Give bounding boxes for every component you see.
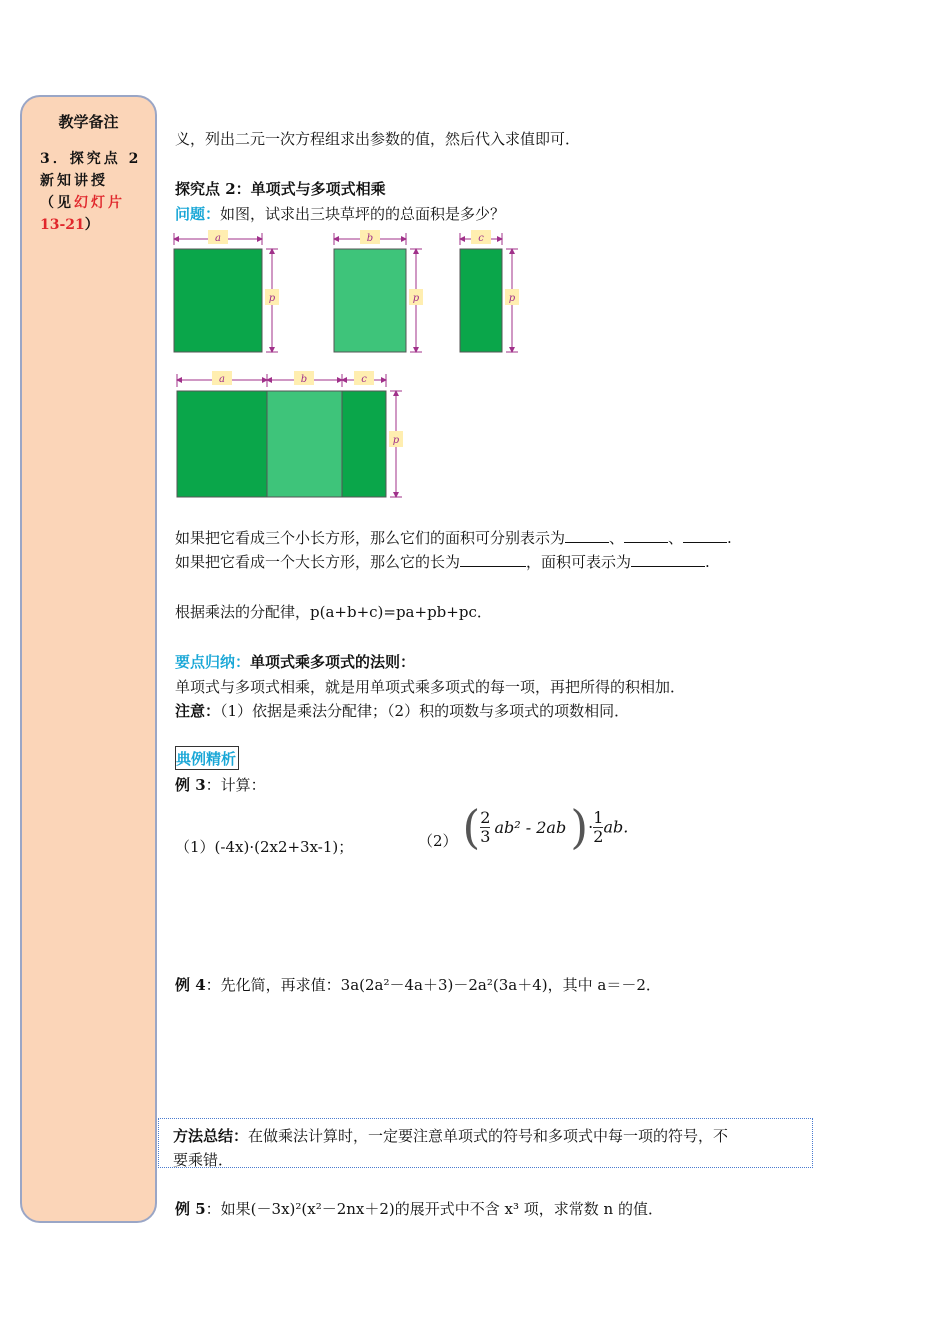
combined-rect-figure [177,371,403,497]
fraction-one-half [593,809,603,846]
label-p-3: p [508,293,516,304]
key-points-title: 单项式乘多项式的法则： [250,653,416,671]
method-summary-line-2: 要乘错． [173,1151,234,1169]
examples-heading [175,746,239,770]
blank-3[interactable] [683,530,727,543]
expression-middle: ab² - 2ab [494,817,567,837]
fill-line-1-text: 如果把它看成三个小长方形，那么它们的面积可分别表示为 [175,529,566,547]
example-3-expression [462,800,628,854]
example-3-text: ：计算： [205,776,266,794]
example-3-part-1: （1）(-4x)·(2x2+3x-1)； [175,838,354,856]
key-rule: 单项式与多项式相乘，就是用单项式乘多项式的每一项，再把所得的积相加． [175,678,686,696]
fill-line-2-end: . [705,553,710,571]
example-3-part-2-label: （2） [418,832,458,850]
note-line [175,700,629,721]
fill-line-2 [175,551,710,572]
sidebar-line-3-prefix: （见 [40,195,74,211]
sidebar-line-4 [40,214,143,236]
section-title: 探究点 2：单项式与多项式相乘 [175,180,386,198]
note-text: （1）依据是乘法分配律；（2）积的项数与多项式的项数相同． [220,702,630,720]
question-text: 如图，试求出三块草坪的的总面积是多少？ [220,205,506,223]
lawn-figures [172,225,532,510]
example-4-label: 例 4 [175,976,206,994]
blank-area[interactable] [631,554,705,567]
label-c: c [478,233,484,244]
frac2-den: 2 [593,826,604,846]
combined-rect-b [267,391,342,497]
label-p-1: p [268,293,276,304]
combined-rect-c [342,391,386,497]
example-3-heading [175,774,266,795]
left-paren: ( [462,800,481,854]
rect-c [460,249,502,352]
fill-line-2-text-a: 如果把它看成一个大长方形，那么它的长为 [175,553,461,571]
method-summary-box [158,1118,813,1168]
key-points-line [175,651,415,672]
example-4 [175,974,661,995]
combined-label-b: b [300,374,308,385]
rect-a [174,249,262,352]
fill-sep-2: 、 [668,529,684,547]
label-p-2: p [412,293,420,304]
sidebar-body [22,148,155,236]
blank-length[interactable] [460,554,526,567]
sidebar-slide-range: 13-21 [40,217,85,233]
blank-2[interactable] [624,530,668,543]
note-label: 注意： [175,702,221,720]
sidebar-line-4-suffix: ） [84,217,99,233]
fill-line-1-end: . [727,529,732,547]
distributive-law: 根据乘法的分配律，p(a+b+c)=pa+pb+pc． [175,603,492,621]
sidebar-line-3 [40,192,143,214]
fill-line-1 [175,527,732,548]
example-5-text: ：如果(－3x)²(x²－2nx＋2)的展开式中不含 x³ 项，求常数 n 的值． [205,1200,663,1218]
sidebar-line-1: 3．探究点 2 [40,151,142,167]
frac1-den: 3 [480,826,491,846]
right-paren: ) [570,800,589,854]
combined-rect-a [177,391,267,497]
method-summary-line-1 [173,1124,798,1148]
example-3-part-2 [418,800,628,854]
method-summary-label: 方法总结： [173,1127,249,1145]
method-summary-text-1: 在做乘法计算时，一定要注意单项式的符号和多项式中每一项的符号，不 [248,1127,729,1145]
label-a: a [215,233,221,244]
example-5-label: 例 5 [175,1200,206,1218]
rect-a-figure [174,230,279,352]
frac1-num: 2 [480,807,491,827]
rect-b-figure [334,230,423,352]
expression-end: ab. [603,817,629,837]
fraction-two-thirds [480,809,490,846]
combined-label-c: c [361,374,367,385]
sidebar-title: 教学备注 [58,113,119,131]
combined-label-a: a [219,374,225,385]
key-points-label: 要点归纳： [175,653,251,671]
fill-sep-1: 、 [609,529,625,547]
combined-label-p: p [392,435,400,446]
label-b: b [366,233,374,244]
question-line [175,203,505,224]
rect-c-figure [460,230,519,352]
sidebar-slide-ref: 幻灯片 [74,195,125,211]
blank-1[interactable] [565,530,609,543]
multiply-dot: · [588,817,594,837]
frac2-num: 1 [593,807,604,827]
example-5 [175,1198,663,1219]
example-3-label: 例 3 [175,776,206,794]
rect-b [334,249,406,352]
intro-text: 义，列出二元一次方程组求出参数的值，然后代入求值即可． [175,130,581,148]
examples-title: 典例精析 [175,746,239,770]
fill-line-2-text-b: ，面积可表示为 [526,553,632,571]
sidebar-line-2: 新知讲授 [40,173,108,189]
question-label: 问题： [175,205,221,223]
example-4-text: ：先化简，再求值：3a(2a²－4a＋3)－2a²(3a＋4)，其中 a＝－2． [205,976,661,994]
teaching-notes-sidebar [20,95,157,1223]
